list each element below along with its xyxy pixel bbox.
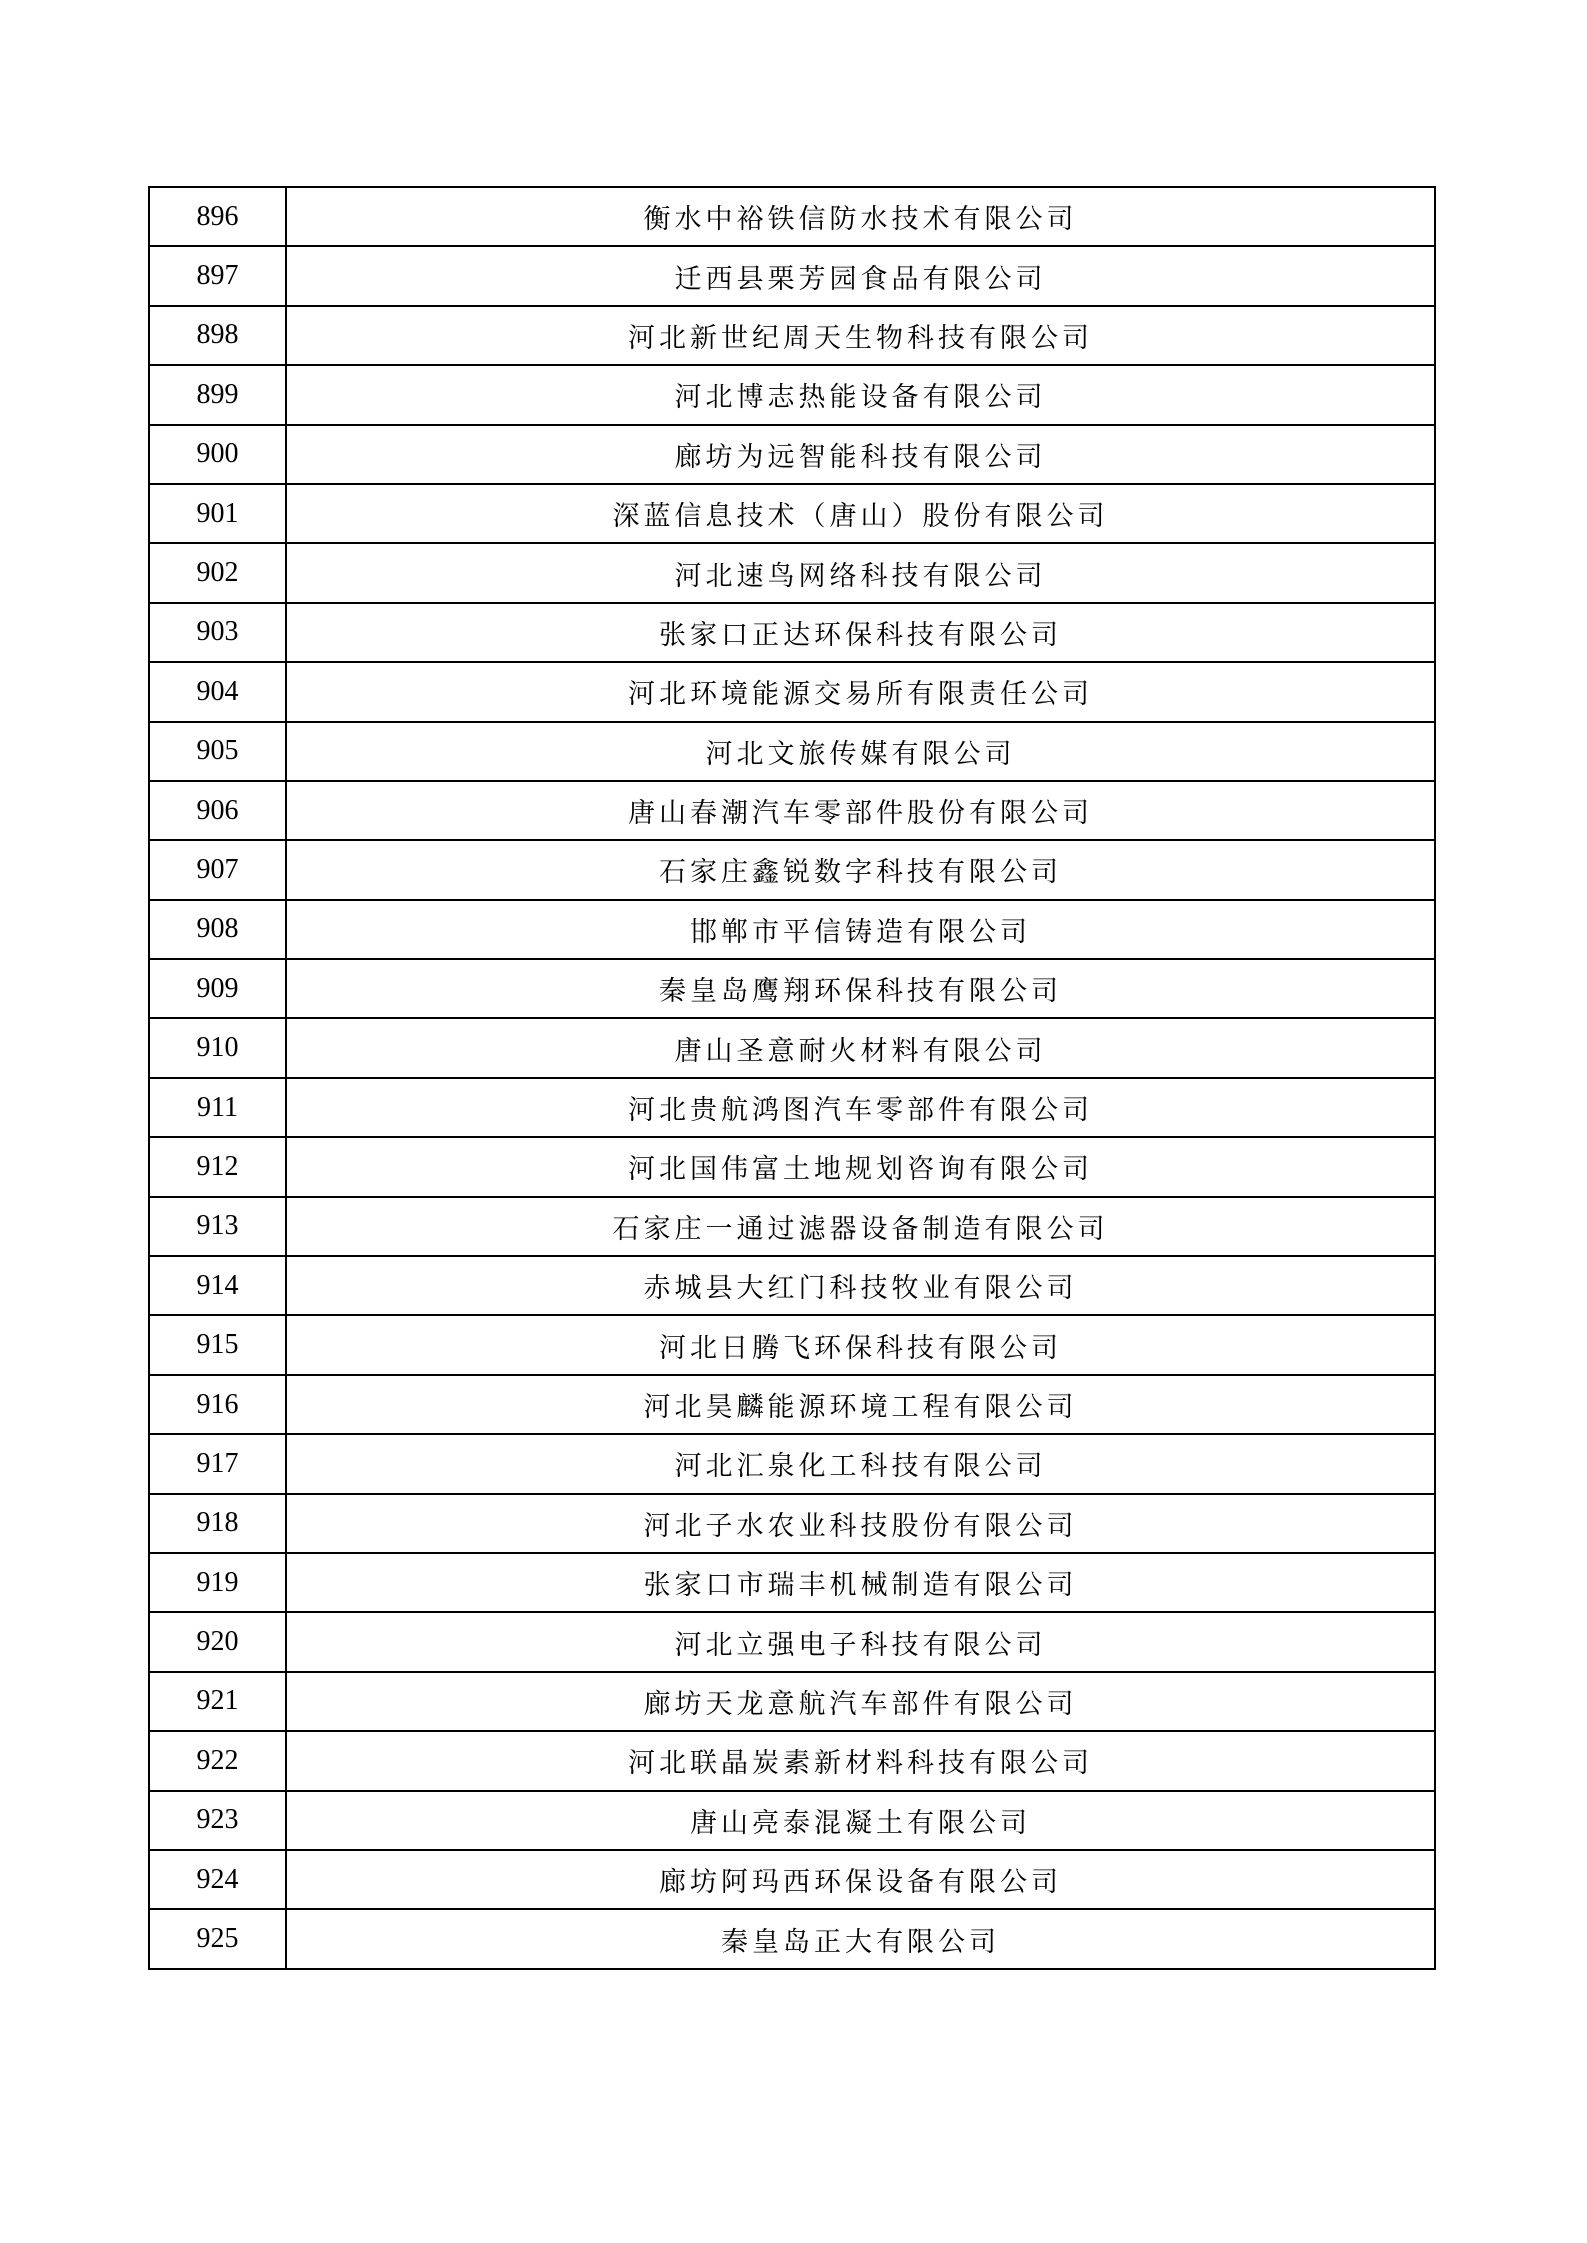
company-name: 廊坊为远智能科技有限公司 <box>286 425 1435 484</box>
company-name: 唐山亮泰混凝土有限公司 <box>286 1791 1435 1850</box>
company-name: 河北日腾飞环保科技有限公司 <box>286 1315 1435 1374</box>
company-name: 邯郸市平信铸造有限公司 <box>286 900 1435 959</box>
row-number: 914 <box>149 1256 286 1315</box>
table-row <box>149 662 1435 721</box>
table-row <box>149 1256 1435 1315</box>
table-row <box>149 840 1435 899</box>
row-number: 909 <box>149 959 286 1018</box>
row-number: 898 <box>149 306 286 365</box>
company-name: 河北汇泉化工科技有限公司 <box>286 1434 1435 1493</box>
row-number: 908 <box>149 900 286 959</box>
table-row <box>149 1375 1435 1434</box>
row-number: 903 <box>149 603 286 662</box>
table-row <box>149 306 1435 365</box>
company-name: 河北速鸟网络科技有限公司 <box>286 543 1435 602</box>
table-row <box>149 543 1435 602</box>
company-list-table <box>148 186 1436 1970</box>
company-name: 河北昊麟能源环境工程有限公司 <box>286 1375 1435 1434</box>
table-row <box>149 1434 1435 1493</box>
table-row <box>149 722 1435 781</box>
row-number: 923 <box>149 1791 286 1850</box>
company-name: 河北文旅传媒有限公司 <box>286 722 1435 781</box>
table-row <box>149 1315 1435 1374</box>
row-number: 922 <box>149 1731 286 1790</box>
table-row <box>149 187 1435 246</box>
row-number: 915 <box>149 1315 286 1374</box>
row-number: 917 <box>149 1434 286 1493</box>
table-row <box>149 1909 1435 1968</box>
row-number: 918 <box>149 1494 286 1553</box>
company-name: 河北博志热能设备有限公司 <box>286 365 1435 424</box>
table-row <box>149 900 1435 959</box>
company-name: 河北联晶炭素新材料科技有限公司 <box>286 1731 1435 1790</box>
table-row <box>149 1197 1435 1256</box>
row-number: 905 <box>149 722 286 781</box>
row-number: 902 <box>149 543 286 602</box>
table-row <box>149 1553 1435 1612</box>
table-row <box>149 603 1435 662</box>
row-number: 924 <box>149 1850 286 1909</box>
row-number: 899 <box>149 365 286 424</box>
table-row <box>149 246 1435 305</box>
company-name: 赤城县大红门科技牧业有限公司 <box>286 1256 1435 1315</box>
row-number: 910 <box>149 1018 286 1077</box>
row-number: 897 <box>149 246 286 305</box>
row-number: 911 <box>149 1078 286 1137</box>
company-name: 河北环境能源交易所有限责任公司 <box>286 662 1435 721</box>
company-name: 石家庄鑫锐数字科技有限公司 <box>286 840 1435 899</box>
company-name: 秦皇岛正大有限公司 <box>286 1909 1435 1968</box>
row-number: 896 <box>149 187 286 246</box>
table-body <box>149 187 1435 1969</box>
company-name: 衡水中裕铁信防水技术有限公司 <box>286 187 1435 246</box>
row-number: 912 <box>149 1137 286 1196</box>
company-name: 河北国伟富土地规划咨询有限公司 <box>286 1137 1435 1196</box>
table-row <box>149 425 1435 484</box>
company-name: 唐山春潮汽车零部件股份有限公司 <box>286 781 1435 840</box>
table-row <box>149 1731 1435 1790</box>
company-name: 河北子水农业科技股份有限公司 <box>286 1494 1435 1553</box>
row-number: 913 <box>149 1197 286 1256</box>
row-number: 901 <box>149 484 286 543</box>
table-row <box>149 1078 1435 1137</box>
table-row <box>149 1137 1435 1196</box>
company-name: 廊坊阿玛西环保设备有限公司 <box>286 1850 1435 1909</box>
row-number: 925 <box>149 1909 286 1968</box>
table-row <box>149 1018 1435 1077</box>
row-number: 900 <box>149 425 286 484</box>
row-number: 907 <box>149 840 286 899</box>
table-row <box>149 959 1435 1018</box>
company-name: 河北新世纪周天生物科技有限公司 <box>286 306 1435 365</box>
company-name: 河北立强电子科技有限公司 <box>286 1612 1435 1671</box>
company-name: 张家口正达环保科技有限公司 <box>286 603 1435 662</box>
company-name: 迁西县栗芳园食品有限公司 <box>286 246 1435 305</box>
company-name: 廊坊天龙意航汽车部件有限公司 <box>286 1672 1435 1731</box>
table-row <box>149 365 1435 424</box>
company-name: 秦皇岛鹰翔环保科技有限公司 <box>286 959 1435 1018</box>
row-number: 904 <box>149 662 286 721</box>
table-row <box>149 484 1435 543</box>
table-row <box>149 1850 1435 1909</box>
row-number: 921 <box>149 1672 286 1731</box>
company-name: 石家庄一通过滤器设备制造有限公司 <box>286 1197 1435 1256</box>
company-name: 唐山圣意耐火材料有限公司 <box>286 1018 1435 1077</box>
table-row <box>149 781 1435 840</box>
company-name: 河北贵航鸿图汽车零部件有限公司 <box>286 1078 1435 1137</box>
table-row <box>149 1612 1435 1671</box>
table-row <box>149 1494 1435 1553</box>
table-row <box>149 1672 1435 1731</box>
row-number: 920 <box>149 1612 286 1671</box>
row-number: 916 <box>149 1375 286 1434</box>
row-number: 906 <box>149 781 286 840</box>
company-name: 深蓝信息技术（唐山）股份有限公司 <box>286 484 1435 543</box>
company-name: 张家口市瑞丰机械制造有限公司 <box>286 1553 1435 1612</box>
row-number: 919 <box>149 1553 286 1612</box>
table-row <box>149 1791 1435 1850</box>
